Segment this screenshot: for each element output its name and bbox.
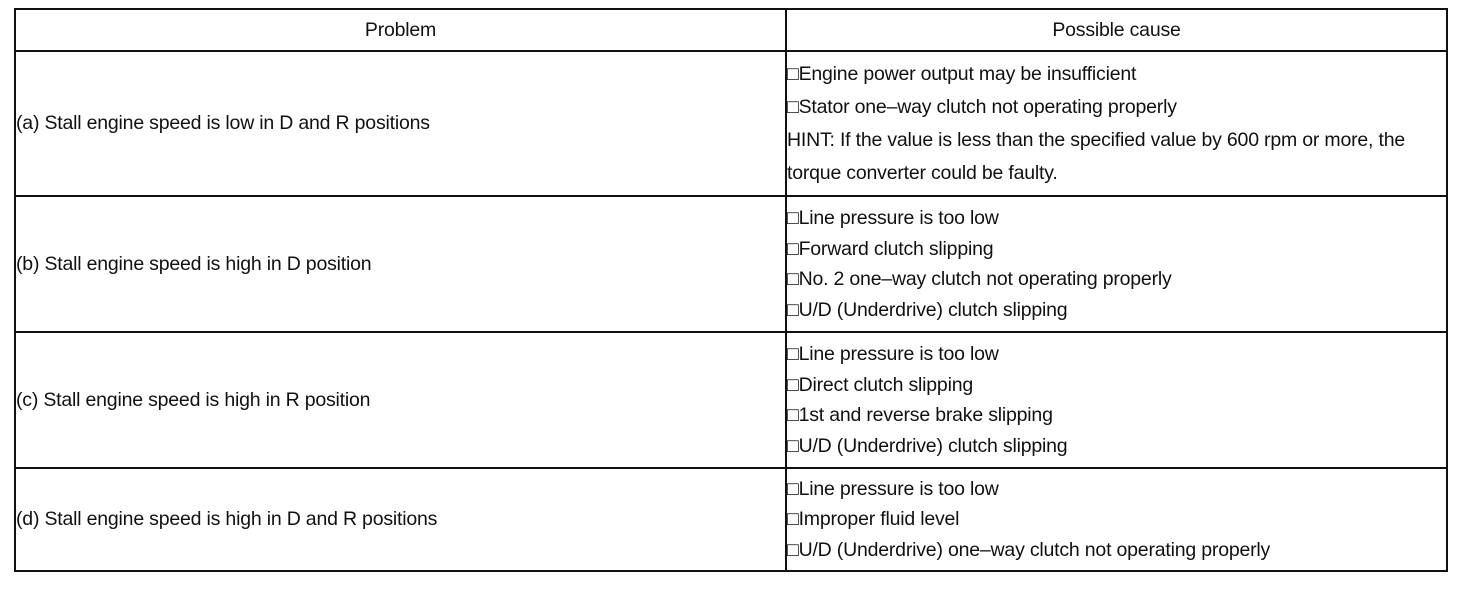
cause-item: □U/D (Underdrive) clutch slipping	[787, 434, 1068, 457]
cause-item: □Engine power output may be insufficient	[787, 62, 1137, 85]
cause-item: □Line pressure is too low	[787, 207, 999, 229]
cause-cell	[786, 332, 1447, 468]
cause-item: □Line pressure is too low	[787, 477, 999, 500]
table-row	[15, 196, 1447, 332]
problem-cell: (d) Stall engine speed is high in D and R positions	[15, 468, 786, 571]
problem-cell: (a) Stall engine speed is low in D and R positions	[15, 51, 786, 196]
cause-item: □Improper fluid level	[787, 508, 960, 531]
problem-column-header: Problem	[15, 9, 786, 51]
problem-cell: (b) Stall engine speed is high in D position	[15, 196, 786, 332]
diagnosis-table	[14, 8, 1448, 572]
cause-item: □Line pressure is too low	[787, 343, 999, 365]
cause-cell	[786, 51, 1447, 196]
cause-item: □Direct clutch slipping	[787, 373, 974, 396]
cause-column-header: Possible cause	[786, 9, 1447, 51]
cause-item: □Forward clutch slipping	[787, 237, 994, 260]
hint-note: HINT: If the value is less than the specified value by 600 rpm or more, the torque converter could be faulty.	[787, 128, 1405, 184]
cause-item: □No. 2 one–way clutch not operating properly	[787, 268, 1172, 290]
table-row	[15, 332, 1447, 468]
cause-item: □Stator one–way clutch not operating properly	[787, 95, 1177, 118]
table-row	[15, 468, 1447, 571]
table-row	[15, 51, 1447, 196]
cause-item: □U/D (Underdrive) clutch slipping	[787, 298, 1068, 321]
cause-cell	[786, 196, 1447, 332]
problem-cell: (c) Stall engine speed is high in R position	[15, 332, 786, 468]
cause-item: □U/D (Underdrive) one–way clutch not operating properly	[787, 538, 1271, 561]
header-row	[15, 9, 1447, 51]
cause-cell	[786, 468, 1447, 571]
cause-item: □1st and reverse brake slipping	[787, 404, 1053, 426]
